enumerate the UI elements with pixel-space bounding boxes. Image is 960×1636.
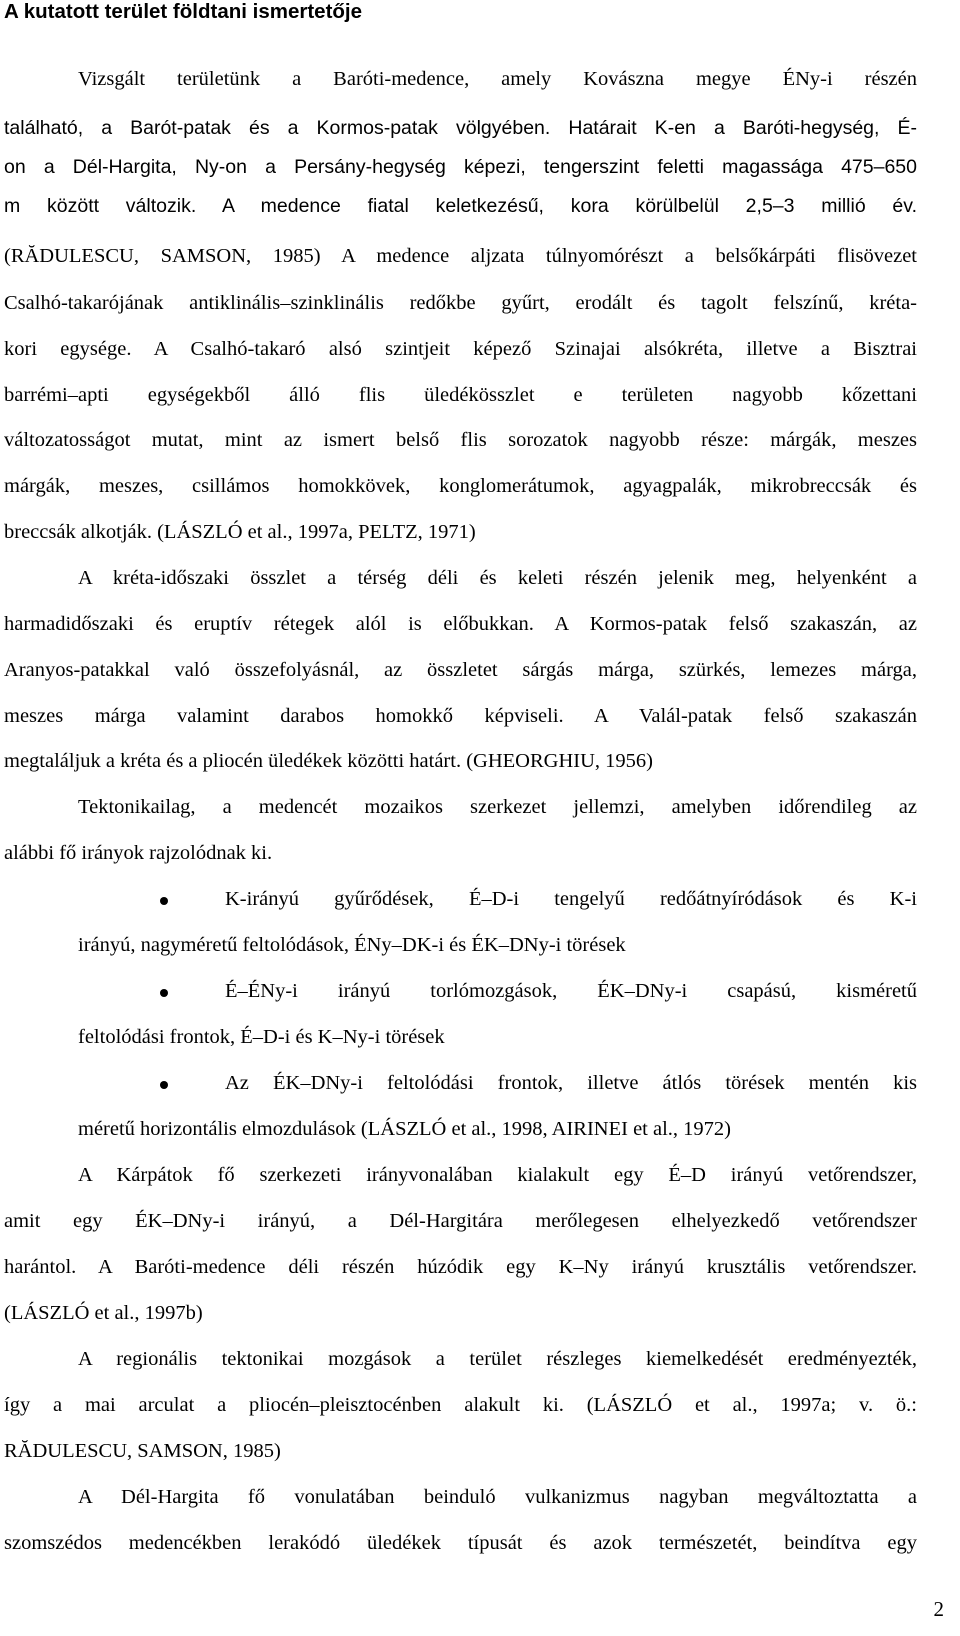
- text-line: meszes márga valamint darabos homokkő képviseli. A Valál-patak felső szakaszán: [4, 705, 917, 727]
- text-line: megtaláljuk a kréta és a pliocén üledékek közötti határt. (GHEORGHIU, 1956): [4, 750, 653, 772]
- text-line: szomszédos medencékben lerakódó üledékek típusát és azok természetét, beindítva egy: [4, 1532, 917, 1554]
- bullet-marker: [160, 1081, 168, 1089]
- bullet-item-line: É–ÉNy-i irányú torlómozgások, ÉK–DNy-i csapású, kisméretű: [225, 980, 917, 1002]
- text-line: (LÁSZLÓ et al., 1997b): [4, 1302, 203, 1324]
- text-line: harmadidőszaki és eruptív rétegek alól is előbukkan. A Kormos-patak felső szakaszán, az: [4, 613, 917, 635]
- text-line: alábbi fő irányok rajzolódnak ki.: [4, 842, 273, 864]
- text-line: RĂDULESCU, SAMSON, 1985): [4, 1440, 281, 1462]
- text-line: breccsák alkotják. (LÁSZLÓ et al., 1997a, PELTZ, 1971): [4, 521, 476, 543]
- text-line: A regionális tektonikai mozgások a terület részleges kiemelkedését eredményezték,: [78, 1348, 917, 1370]
- text-line: Aranyos-patakkal való összefolyásnál, az összletet sárgás márga, szürkés, lemezes márga,: [4, 659, 917, 681]
- text-line: változatosságot mutat, mint az ismert belső flis sorozatok nagyobb része: márgák, meszes: [4, 429, 917, 451]
- text-line: A Kárpátok fő szerkezeti irányvonalában kialakult egy É–D irányú vetőrendszer,: [78, 1164, 917, 1186]
- text-line: kori egysége. A Csalhó-takaró alsó szintjeit képező Szinajai alsókréta, illetve a Bisztrai: [4, 338, 917, 360]
- text-line: barrémi–apti egységekből álló flis üledékösszlet e területen nagyobb kőzettani: [4, 384, 917, 406]
- bullet-item-line: feltolódási frontok, É–D-i és K–Ny-i törések: [78, 1026, 445, 1048]
- text-line: A Dél-Hargita fő vonulatában beinduló vulkanizmus nagyban megváltoztatta a: [78, 1486, 917, 1508]
- text-line: amit egy ÉK–DNy-i irányú, a Dél-Hargitára merőlegesen elhelyezkedő vetőrendszer: [4, 1210, 917, 1232]
- text-line: márgák, meszes, csillámos homokkövek, konglomerátumok, agyagpalák, mikrobreccsák és: [4, 475, 917, 497]
- bullet-item-line: Az ÉK–DNy-i feltolódási frontok, illetve átlós törések mentén kis: [225, 1072, 917, 1094]
- text-line: m között változik. A medence fiatal keletkezésű, kora körülbelül 2,5–3 millió év.: [4, 195, 917, 217]
- text-line: így a mai arculat a pliocén–pleisztocénben alakult ki. (LÁSZLÓ et al., 1997a; v. ö.:: [4, 1394, 917, 1416]
- text-line: on a Dél-Hargita, Ny-on a Persány-hegység képezi, tengerszint feletti magassága 475–650: [4, 156, 917, 178]
- bullet-item-line: méretű horizontális elmozdulások (LÁSZLÓ et al., 1998, AIRINEI et al., 1972): [78, 1118, 731, 1140]
- section-heading: A kutatott terület földtani ismertetője: [4, 0, 363, 23]
- text-line: található, a Barót-patak és a Kormos-patak völgyében. Határait K-en a Baróti-hegység, É-: [4, 117, 917, 139]
- bullet-item-line: irányú, nagyméretű feltolódások, ÉNy–DK-i és ÉK–DNy-i törések: [78, 934, 626, 956]
- text-line: Csalhó-takarójának antiklinális–szinklinális redőkbe gyűrt, erodált és tagolt felszínű, kréta-: [4, 292, 917, 314]
- text-line: (RĂDULESCU, SAMSON, 1985) A medence aljzata túlnyomórészt a belsőkárpáti flisövezet: [4, 245, 917, 267]
- text-line: A kréta-időszaki összlet a térség déli és keleti részén jelenik meg, helyenként a: [78, 567, 917, 589]
- bullet-item-line: K-irányú gyűrődések, É–D-i tengelyű redőátnyíródások és K-i: [225, 888, 917, 910]
- text-line: harántol. A Baróti-medence déli részén húzódik egy K–Ny irányú krusztális vetőrendszer.: [4, 1256, 917, 1278]
- text-line: Tektonikailag, a medencét mozaikos szerkezet jellemzi, amelyben időrendileg az: [78, 796, 917, 818]
- page-number: 2: [933, 1597, 944, 1621]
- text-line: Vizsgált területünk a Baróti-medence, amely Kovászna megye ÉNy-i részén: [78, 68, 917, 90]
- bullet-marker: [160, 897, 168, 905]
- bullet-marker: [160, 989, 168, 997]
